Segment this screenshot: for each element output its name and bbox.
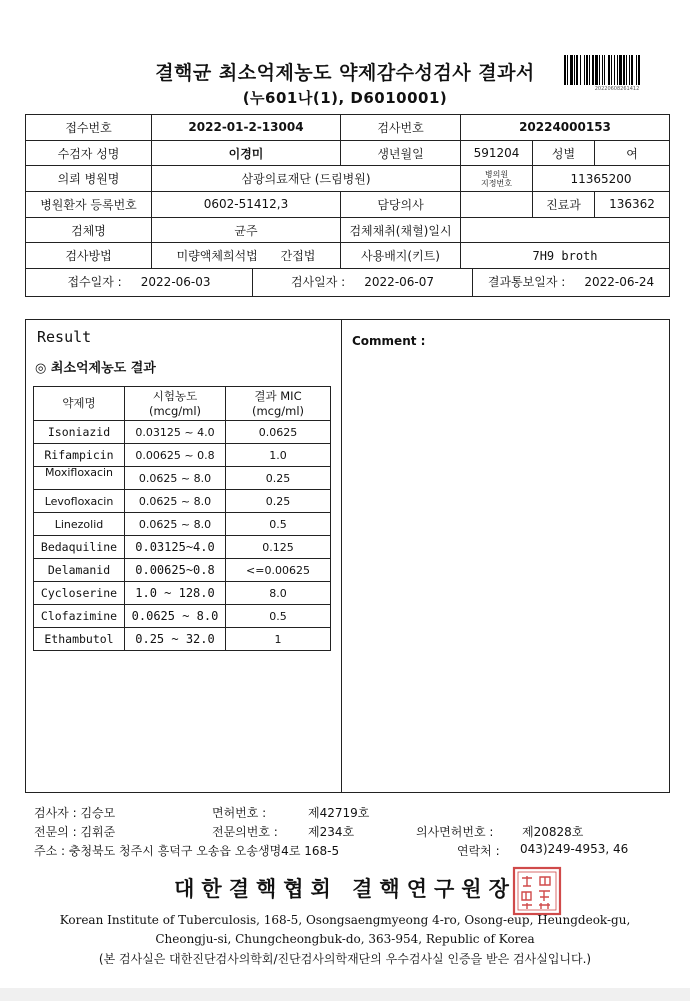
col-conc-2: (mcg/ml)	[148, 403, 202, 418]
mic-value: 0.25	[226, 490, 331, 513]
test-range: 0.03125 ~ 4.0	[125, 421, 226, 444]
drug-name: Isoniazid	[34, 421, 125, 444]
hospital-code-label-1: 병의원	[484, 169, 509, 179]
license-no: 제42719호	[308, 806, 370, 820]
mic-value: 0.5	[226, 605, 331, 628]
specimen-value: 균주	[152, 217, 341, 243]
test-range: 0.00625~0.8	[125, 559, 226, 582]
barcode-bar	[570, 55, 573, 85]
dept-value: 136362	[595, 192, 670, 218]
table-row	[34, 536, 331, 559]
organization-name: 대한결핵협회 결핵연구원장	[174, 877, 516, 901]
drug-name: Linezolid	[34, 513, 125, 536]
test-range: 0.25 ~ 32.0	[125, 628, 226, 651]
col-mic-header	[226, 387, 331, 421]
test-range: 1.0 ~ 128.0	[125, 582, 226, 605]
patient-name-label: 수검자 성명	[26, 140, 152, 166]
col-conc-1: 시험농도	[152, 388, 198, 403]
reported-date: 2022-06-24	[584, 275, 655, 290]
mic-value: 0.0625	[226, 421, 331, 444]
barcode-bar	[574, 55, 575, 85]
hospital-code-label	[461, 166, 533, 192]
test-range: 0.0625 ~ 8.0	[125, 490, 226, 513]
spec-no: 제234호	[308, 825, 355, 839]
specialist: 전문의 : 김휘준	[34, 825, 116, 839]
barcode-bar	[564, 55, 566, 85]
barcode-bar	[614, 55, 615, 85]
mic-section-title: ◎ 최소억제농도 결과	[35, 361, 156, 376]
col-drug-header: 약제명	[34, 387, 125, 421]
drug-name: Rifampicin	[34, 444, 125, 467]
drug-name-cell	[34, 467, 125, 490]
license-label: 면허번호 :	[212, 806, 267, 820]
barcode-bar	[576, 55, 578, 85]
mic-value: 0.5	[226, 513, 331, 536]
barcode-bar	[580, 55, 581, 85]
patient-reg-label: 병원환자 등록번호	[26, 192, 152, 218]
barcode-bar	[617, 55, 618, 85]
barcode-bar	[611, 55, 612, 85]
barcode-bar	[619, 55, 622, 85]
mic-value: 1	[226, 628, 331, 651]
barcode-bar	[638, 55, 640, 85]
table-row	[34, 605, 331, 628]
table-row	[34, 444, 331, 467]
address: 주소 : 충청북도 청주시 흥덕구 오송읍 오송생명4로 168-5	[34, 844, 340, 858]
doc-license: 제20828호	[522, 825, 584, 839]
test-range: 0.03125~4.0	[125, 536, 226, 559]
barcode-bar	[608, 55, 610, 85]
mic-value: 8.0	[226, 582, 331, 605]
patient-name: 이경미	[152, 140, 341, 166]
patient-reg-no: 0602-51412,3	[152, 192, 341, 218]
medium-label: 사용배지(키트)	[341, 243, 461, 269]
barcode-bar	[626, 55, 627, 85]
table-row	[34, 582, 331, 605]
barcode-bar	[631, 55, 633, 85]
title-text: 결핵균 최소억제농도 약제감수성검사 결과서	[155, 62, 535, 84]
dept-label: 진료과	[533, 192, 595, 218]
drug-name: Levofloxacin	[34, 490, 125, 513]
barcode-bar	[567, 55, 568, 85]
reported-date-cell	[473, 269, 669, 296]
spec-no-label: 전문의번호 :	[212, 825, 278, 839]
doctor-name	[461, 192, 533, 218]
sex-value: 여	[595, 140, 670, 166]
barcode	[563, 55, 671, 85]
method-primary: 미량액체희석법	[176, 249, 258, 264]
page-bottom-edge	[0, 988, 690, 1001]
table-row	[34, 513, 331, 536]
test-no: 20224000153	[461, 115, 670, 141]
barcode-bar	[592, 55, 594, 85]
collection-value	[461, 217, 670, 243]
barcode-bar	[589, 55, 590, 85]
comment-label: Comment :	[352, 334, 426, 348]
certification-notice: (본 검사실은 대한진단검사의학회/진단검사의학재단의 우수검사실 인증을 받은 검사실입니다.)	[98, 952, 592, 966]
received-date-cell	[26, 269, 253, 296]
doc-license-label: 의사면허번호 :	[416, 825, 494, 839]
tested-label: 검사일자 :	[290, 275, 346, 290]
drug-name: Ethambutol	[34, 628, 125, 651]
barcode-bar	[604, 55, 605, 85]
contact-label: 연락처 :	[457, 844, 500, 858]
hospital-name: 삼광의료재단 (드림병원)	[152, 166, 461, 192]
test-range: 0.0625 ~ 8.0	[125, 467, 226, 490]
method-label: 검사방법	[26, 243, 152, 269]
drug-name: Cycloserine	[34, 582, 125, 605]
method-secondary: 간접법	[280, 249, 316, 264]
table-row	[34, 467, 331, 490]
test-range: 0.0625 ~ 8.0	[125, 605, 226, 628]
birth-date: 591204	[461, 140, 533, 166]
collection-label: 검체채취(채혈)일시	[341, 217, 461, 243]
table-row	[34, 628, 331, 651]
hospital-label: 의뢰 병원명	[26, 166, 152, 192]
doctor-label: 담당의사	[341, 192, 461, 218]
table-row	[34, 421, 331, 444]
comment-panel	[341, 319, 670, 793]
title-code: (누601나(1), D6010001)	[242, 89, 448, 107]
mic-value: 1.0	[226, 444, 331, 467]
received-date: 2022-06-03	[140, 275, 211, 290]
barcode-bar	[602, 55, 603, 85]
result-heading: Result	[37, 328, 92, 346]
tested-date-cell	[253, 269, 473, 296]
test-range: 0.00625 ~ 0.8	[125, 444, 226, 467]
mic-value: <=0.00625	[226, 559, 331, 582]
barcode-bar	[586, 55, 588, 85]
mic-header-row	[34, 387, 331, 421]
medium-value: 7H9 broth	[461, 243, 670, 269]
barcode-number: 20220608261412	[594, 86, 640, 92]
drug-name: Moxifloxacin	[44, 467, 114, 479]
contact: 043)249-4953, 46	[520, 842, 629, 856]
received-label: 접수일자 :	[67, 275, 122, 290]
mic-table	[33, 386, 331, 651]
drug-name: Delamanid	[34, 559, 125, 582]
test-no-label: 검사번호	[341, 115, 461, 141]
col-mic-2: (mcg/ml)	[251, 403, 305, 418]
drug-name: Bedaquiline	[34, 536, 125, 559]
barcode-bar	[584, 55, 585, 85]
tested-date: 2022-06-07	[364, 275, 435, 290]
reported-label: 결과통보일자 :	[487, 275, 566, 290]
examiner: 검사자 : 김승모	[34, 806, 116, 820]
mic-value: 0.25	[226, 467, 331, 490]
english-address-line1: Korean Institute of Tuberculosis, 168-5, Osongsaengmyeong 4-ro, Osong-eup, Heungdeok-gu,	[59, 913, 631, 927]
table-row	[34, 490, 331, 513]
barcode-bar	[595, 55, 598, 85]
patient-info-table	[25, 114, 670, 297]
hospital-code: 11365200	[533, 166, 670, 192]
method-value	[152, 243, 341, 269]
col-mic-1: 결과 MIC	[254, 388, 302, 403]
barcode-bar	[599, 55, 600, 85]
dates-row	[26, 269, 670, 297]
reception-no-label: 접수번호	[26, 115, 152, 141]
table-row	[34, 559, 331, 582]
barcode-bar	[629, 55, 630, 85]
birth-label: 생년월일	[341, 140, 461, 166]
barcode-bar	[623, 55, 625, 85]
drug-name: Clofazimine	[34, 605, 125, 628]
test-range: 0.0625 ~ 8.0	[125, 513, 226, 536]
col-conc-header	[125, 387, 226, 421]
reception-no: 2022-01-2-13004	[152, 115, 341, 141]
sex-label: 성별	[533, 140, 595, 166]
hospital-code-label-2: 지정번호	[481, 178, 512, 188]
mic-value: 0.125	[226, 536, 331, 559]
barcode-bar	[636, 55, 637, 85]
specimen-label: 검체명	[26, 217, 152, 243]
english-address-line2: Cheongju-si, Chungcheongbuk-do, 363-954, Republic of Korea	[155, 932, 535, 946]
